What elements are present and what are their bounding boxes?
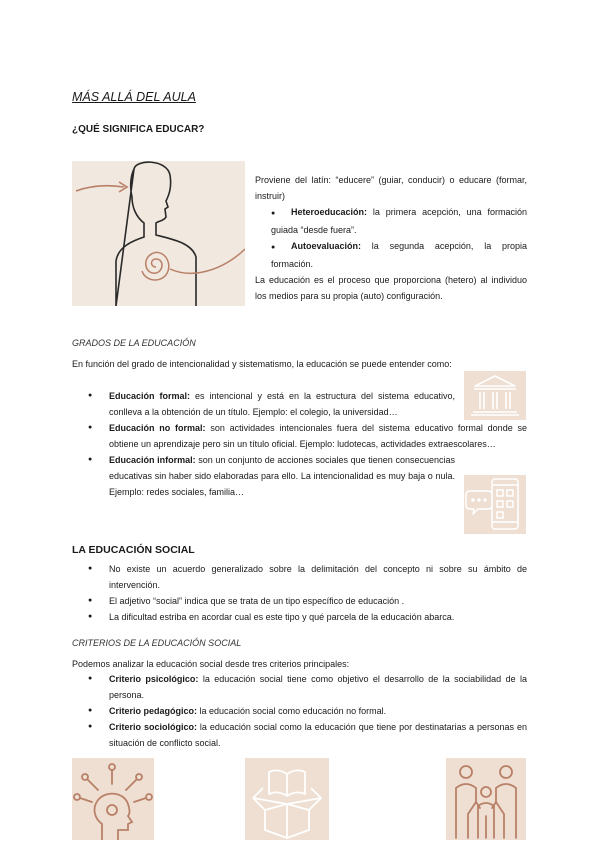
list-item [72, 703, 527, 719]
head-network-icon [72, 758, 154, 840]
section-heading-criterios: CRITERIOS DE LA EDUCACIÓN SOCIAL [72, 638, 242, 648]
closing-paragraph: La educación es el proceso que proporciona (hetero) al individuo los medios para su propia (auto) configuración. [255, 275, 527, 301]
item-term: Autoevaluación: [291, 241, 362, 251]
list-item: ● El adjetivo “social” indica que se trata de un tipo específico de educación . [72, 593, 527, 609]
list-item [72, 719, 527, 751]
section1-text [255, 172, 527, 304]
section-heading-educar: ¿QUÉ SIGNIFICA EDUCAR? [72, 124, 205, 135]
item-text: la educación social tiene como objetivo el desarrollo de la sociabilidad de la persona. [109, 674, 528, 700]
phone-chat-icon [464, 475, 526, 534]
head-network-icon-panel [72, 758, 154, 840]
family-icon-panel [446, 758, 526, 840]
item-text: la primera acepción, una formación guiada “desde fuera”. [271, 207, 527, 235]
list-item [72, 671, 527, 703]
item-term: Educación no formal: [109, 423, 206, 433]
family-icon [446, 758, 526, 840]
item-text: la segunda acepción, la propia formación. [271, 241, 527, 269]
list-item [72, 388, 455, 420]
phone-chat-icon-panel [464, 475, 526, 534]
list-item [72, 420, 527, 452]
person-spiral-image [72, 161, 245, 306]
item-term: Criterio sociológico: [109, 722, 197, 732]
item-text: son actividades intencionales fuera del sistema educativo formal donde se obtiene un aprendizaje pero sin un título oficial. Ejemplo: ludotecas, actividades extraescolares… [109, 423, 527, 449]
open-box-book-icon-panel [245, 758, 329, 840]
section-heading-social: LA EDUCACIÓN SOCIAL [72, 544, 195, 556]
item-term: Criterio pedagógico: [109, 706, 198, 716]
section-heading-grados: GRADOS DE LA EDUCACIÓN [72, 338, 196, 348]
grados-intro: En función del grado de intencionalidad y sistematismo, la educación se puede entender como: [72, 359, 452, 369]
criterios-intro: Podemos analizar la educación social desde tres criterios principales: [72, 659, 350, 669]
open-box-book-icon [245, 758, 329, 840]
grados-list [72, 388, 527, 500]
item-term: Educación formal: [109, 391, 190, 401]
item-term: Educación informal: [109, 455, 196, 465]
criterios-list [72, 671, 527, 751]
item-text: la educación social como educación no formal. [197, 706, 387, 716]
item-text: son un conjunto de acciones sociales que tienen consecuencias educativas sin haber sido elaboradas para ello. La intencionalidad es muy baja o nula. Ejemplo: redes sociales, familia… [109, 455, 455, 497]
item-term: Criterio psicológico: [109, 674, 199, 684]
list-item [72, 452, 455, 500]
item-term: Heteroeducación: [291, 207, 368, 217]
origin-paragraph: Proviene del latín: “educere” (guiar, conducir) o educare (formar, instruir) [255, 175, 527, 201]
list-item: ● Heteroeducación: la primera acepción, una formación guiada “desde fuera”. [271, 207, 527, 235]
social-list [72, 561, 527, 625]
item-text: la educación social como la educación que tiene por destinatarias a personas en situación de conflicto social. [109, 722, 527, 748]
list-item: ● No existe un acuerdo generalizado sobre la delimitación del concepto ni sobre su ámbito de intervención. [72, 561, 527, 593]
list-item: ● La dificultad estriba en acordar cual es este tipo y qué parcela de la educación abarca. [72, 609, 527, 625]
list-item: ● Autoevaluación: la segunda acepción, la propia formación. [271, 241, 527, 269]
item-text: es intencional y está en la estructura del sistema educativo, conlleva a la obtención de un título. Ejemplo: el colegio, la universidad… [109, 391, 455, 417]
person-spiral-icon [72, 161, 245, 306]
page-title: MÁS ALLÁ DEL AULA [72, 90, 196, 104]
